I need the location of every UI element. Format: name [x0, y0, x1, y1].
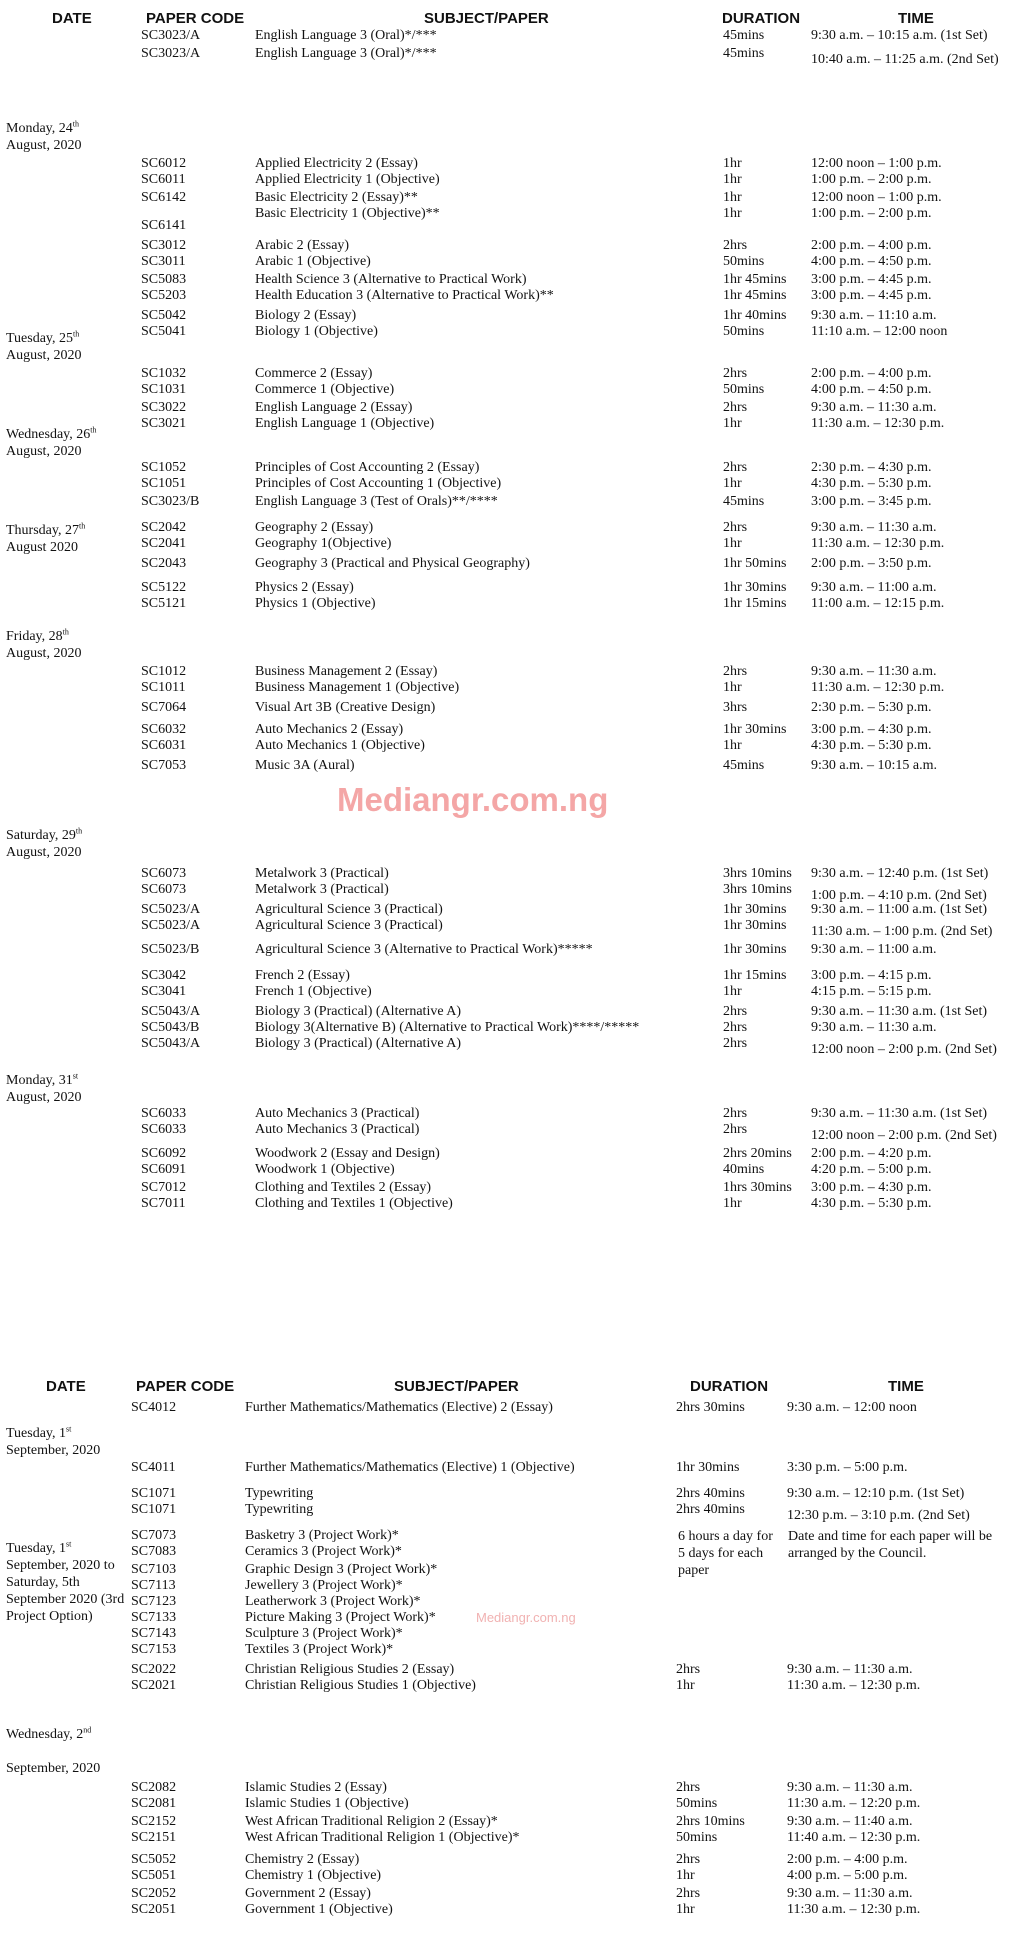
cell-time: 3:00 p.m. – 4:30 p.m. [811, 1180, 932, 1195]
cell-code: SC1071 [131, 1502, 177, 1517]
watermark: Mediangr.com.ng [337, 781, 609, 818]
cell-duration: 45mins [723, 46, 765, 61]
cell-code: SC7012 [141, 1180, 187, 1195]
cell-duration: 2hrs 30mins [676, 1400, 745, 1415]
cell-time: 12:00 noon – 1:00 p.m. [811, 156, 942, 171]
cell-time: 12:00 noon – 2:00 p.m. (2nd Set) [811, 1128, 997, 1143]
cell-duration: 2hrs [723, 664, 748, 679]
cell-code: SC7143 [131, 1626, 177, 1641]
cell-time: 4:20 p.m. – 5:00 p.m. [811, 1162, 932, 1177]
cell-time: 10:40 a.m. – 11:25 a.m. (2nd Set) [811, 52, 999, 67]
cell-code: SC6073 [141, 866, 187, 881]
cell-code: SC2022 [131, 1662, 177, 1677]
cell-time: 9:30 a.m. – 11:30 a.m. [811, 400, 937, 415]
cell-subject: Sculpture 3 (Project Work)* [245, 1626, 403, 1641]
header-subject-2: SUBJECT/PAPER [394, 1378, 519, 1395]
cell-time: 3:00 p.m. – 4:15 p.m. [811, 968, 932, 983]
cell-code: SC3042 [141, 968, 187, 983]
cell-time: 1:00 p.m. – 2:00 p.m. [811, 206, 932, 221]
cell-code: SC2051 [131, 1902, 177, 1917]
cell-subject: Health Science 3 (Alternative to Practical Work) [255, 272, 527, 287]
cell-time: 9:30 a.m. – 11:00 a.m. [811, 942, 937, 957]
cell-subject: English Language 1 (Objective) [255, 416, 435, 431]
cell-time: 9:30 a.m. – 11:40 a.m. [787, 1814, 913, 1829]
cell-duration: 50mins [723, 254, 765, 269]
cell-subject: Auto Mechanics 1 (Objective) [255, 738, 425, 753]
cell-code: SC1051 [141, 476, 187, 491]
cell-code: SC1011 [141, 680, 186, 695]
cell-time: 11:30 a.m. – 12:30 p.m. [787, 1902, 921, 1917]
cell-code: SC7153 [131, 1642, 177, 1657]
project-schedule-note: Date and time for each paper will be arranged by the Council. [788, 1529, 993, 1561]
cell-code: SC6141 [141, 218, 187, 233]
cell-subject: Basic Electricity 2 (Essay)** [255, 190, 418, 205]
cell-subject: Geography 3 (Practical and Physical Geography) [255, 556, 530, 571]
cell-code: SC5121 [141, 596, 187, 611]
cell-duration: 45mins [723, 758, 765, 773]
header-duration: DURATION [722, 10, 801, 27]
cell-time: 11:30 a.m. – 12:30 p.m. [787, 1678, 921, 1693]
cell-time: 3:00 p.m. – 4:30 p.m. [811, 722, 932, 737]
cell-code: SC6033 [141, 1106, 187, 1121]
cell-subject: Further Mathematics/Mathematics (Elective) 1 (Objective) [245, 1460, 575, 1475]
cell-code: SC3023/B [141, 494, 200, 509]
cell-time: 4:00 p.m. – 4:50 p.m. [811, 382, 932, 397]
cell-duration: 1hr [676, 1868, 695, 1883]
cell-time: 2:00 p.m. – 4:00 p.m. [811, 238, 932, 253]
cell-subject: Music 3A (Aural) [255, 758, 355, 773]
cell-subject: Applied Electricity 1 (Objective) [255, 172, 440, 187]
cell-duration: 1hr 15mins [723, 968, 787, 983]
cell-code: SC5203 [141, 288, 187, 303]
cell-subject: French 1 (Objective) [255, 984, 372, 999]
cell-subject: Commerce 1 (Objective) [255, 382, 395, 397]
cell-code: SC7133 [131, 1610, 177, 1625]
cell-subject: Metalwork 3 (Practical) [255, 866, 389, 881]
cell-duration: 1hr 30mins [723, 722, 787, 737]
cell-time: 9:30 a.m. – 10:15 a.m. [811, 758, 937, 773]
cell-time: 9:30 a.m. – 11:30 a.m. [787, 1886, 913, 1901]
cell-duration: 50mins [676, 1796, 718, 1811]
cell-duration: 1hr 30mins [723, 942, 787, 957]
cell-time: 1:00 p.m. – 4:10 p.m. (2nd Set) [811, 888, 987, 903]
header-paper-code-2: PAPER CODE [136, 1378, 235, 1395]
cell-subject: Commerce 2 (Essay) [255, 366, 373, 381]
cell-time: 2:30 p.m. – 4:30 p.m. [811, 460, 932, 475]
cell-subject: Physics 2 (Essay) [255, 580, 354, 595]
cell-subject: Jewellery 3 (Project Work)* [245, 1578, 403, 1593]
cell-code: SC7073 [131, 1528, 177, 1543]
cell-time: 12:00 noon – 1:00 p.m. [811, 190, 942, 205]
cell-subject: West African Traditional Religion 2 (Essay)* [245, 1814, 498, 1829]
cell-duration: 1hr [723, 206, 742, 221]
cell-code: SC1032 [141, 366, 187, 381]
cell-subject: Biology 3(Alternative B) (Alternative to Practical Work)****/***** [255, 1020, 640, 1035]
cell-duration: 2hrs [676, 1780, 701, 1795]
cell-code: SC7064 [141, 700, 187, 715]
cell-subject: Auto Mechanics 2 (Essay) [255, 722, 404, 737]
cell-duration: 50mins [723, 382, 765, 397]
cell-time: 11:30 a.m. – 12:20 p.m. [787, 1796, 921, 1811]
cell-time: 11:10 a.m. – 12:00 noon [811, 324, 948, 339]
cell-code: SC5043/B [141, 1020, 200, 1035]
cell-subject: Chemistry 1 (Objective) [245, 1868, 382, 1883]
cell-time: 11:30 a.m. – 12:30 p.m. [811, 416, 945, 431]
cell-code: SC5052 [131, 1852, 177, 1867]
cell-subject: Government 1 (Objective) [245, 1902, 393, 1917]
cell-time: 9:30 a.m. – 10:15 a.m. (1st Set) [811, 28, 988, 43]
cell-time: 9:30 a.m. – 11:00 a.m. (1st Set) [811, 902, 988, 917]
cell-duration: 1hr [723, 738, 742, 753]
cell-subject: Principles of Cost Accounting 1 (Objective) [255, 476, 502, 491]
cell-subject: Geography 1(Objective) [255, 536, 392, 551]
cell-subject: Clothing and Textiles 1 (Objective) [255, 1196, 453, 1211]
cell-time: 9:30 a.m. – 11:30 a.m. [811, 664, 937, 679]
cell-code: SC2052 [131, 1886, 177, 1901]
cell-subject: Health Education 3 (Alternative to Practical Work)** [255, 288, 554, 303]
cell-duration: 50mins [676, 1830, 718, 1845]
cell-time: 3:00 p.m. – 4:45 p.m. [811, 288, 932, 303]
cell-code: SC6092 [141, 1146, 187, 1161]
cell-code: SC3041 [141, 984, 187, 999]
cell-time: 1:00 p.m. – 2:00 p.m. [811, 172, 932, 187]
cell-code: SC6011 [141, 172, 186, 187]
cell-duration: 2hrs [723, 1122, 748, 1137]
cell-subject: Biology 3 (Practical) (Alternative A) [255, 1036, 462, 1051]
date-label: Tuesday, 1st September, 2020 to Saturday, 5th September 2020 (3rd Project Option) [6, 1539, 125, 1624]
date-label: Thursday, 27th August 2020 [6, 521, 86, 555]
cell-subject: Auto Mechanics 3 (Practical) [255, 1122, 420, 1137]
cell-time: 11:30 a.m. – 12:30 p.m. [811, 680, 945, 695]
cell-time: 2:00 p.m. – 4:20 p.m. [811, 1146, 932, 1161]
cell-code: SC5122 [141, 580, 187, 595]
cell-code: SC5023/A [141, 902, 201, 917]
cell-code: SC2042 [141, 520, 187, 535]
cell-subject: Leatherwork 3 (Project Work)* [245, 1594, 421, 1609]
cell-code: SC1012 [141, 664, 187, 679]
cell-duration: 1hrs 30mins [723, 1180, 792, 1195]
cell-code: SC3023/A [141, 46, 201, 61]
cell-subject: Agricultural Science 3 (Alternative to Practical Work)***** [255, 942, 593, 957]
cell-time: 4:15 p.m. – 5:15 p.m. [811, 984, 932, 999]
cell-subject: Business Management 1 (Objective) [255, 680, 460, 695]
cell-time: 9:30 a.m. – 12:00 noon [787, 1400, 917, 1415]
cell-time: 11:40 a.m. – 12:30 p.m. [787, 1830, 921, 1845]
header-date: DATE [52, 10, 92, 27]
cell-time: 9:30 a.m. – 11:30 a.m. [787, 1662, 913, 1677]
cell-code: SC7103 [131, 1562, 177, 1577]
cell-code: SC1071 [131, 1486, 177, 1501]
cell-code: SC7083 [131, 1544, 177, 1559]
date-label: Tuesday, 25th August, 2020 [6, 329, 82, 363]
cell-duration: 2hrs [676, 1886, 701, 1901]
cell-time: 3:00 p.m. – 4:45 p.m. [811, 272, 932, 287]
cell-duration: 3hrs 10mins [723, 866, 792, 881]
cell-subject: Woodwork 1 (Objective) [255, 1162, 395, 1177]
cell-subject: Chemistry 2 (Essay) [245, 1852, 360, 1867]
cell-duration: 2hrs [723, 1004, 748, 1019]
cell-code: SC5041 [141, 324, 187, 339]
cell-time: 3:30 p.m. – 5:00 p.m. [787, 1460, 908, 1475]
cell-code: SC2081 [131, 1796, 177, 1811]
cell-time: 2:00 p.m. – 4:00 p.m. [787, 1852, 908, 1867]
cell-code: SC2043 [141, 556, 187, 571]
cell-duration: 1hr [723, 984, 742, 999]
cell-duration: 1hr [723, 416, 742, 431]
cell-time: 2:00 p.m. – 4:00 p.m. [811, 366, 932, 381]
cell-code: SC3023/A [141, 28, 201, 43]
cell-time: 4:30 p.m. – 5:30 p.m. [811, 476, 932, 491]
cell-subject: Further Mathematics/Mathematics (Elective) 2 (Essay) [245, 1400, 553, 1415]
cell-duration: 2hrs [676, 1662, 701, 1677]
cell-subject: English Language 2 (Essay) [255, 400, 413, 415]
cell-duration: 3hrs [723, 700, 748, 715]
cell-time: 9:30 a.m. – 11:30 a.m. [811, 520, 937, 535]
cell-duration: 2hrs [723, 520, 748, 535]
cell-code: SC7113 [131, 1578, 176, 1593]
cell-duration: 1hr [723, 156, 742, 171]
cell-code: SC5043/A [141, 1004, 201, 1019]
cell-code: SC5051 [131, 1868, 177, 1883]
cell-code: SC6033 [141, 1122, 187, 1137]
cell-time: 12:00 noon – 2:00 p.m. (2nd Set) [811, 1042, 997, 1057]
date-label: Saturday, 29th August, 2020 [6, 826, 83, 860]
cell-duration: 45mins [723, 28, 765, 43]
cell-subject: Ceramics 3 (Project Work)* [245, 1544, 402, 1559]
cell-time: 11:30 a.m. – 1:00 p.m. (2nd Set) [811, 924, 993, 939]
cell-time: 4:30 p.m. – 5:30 p.m. [811, 738, 932, 753]
cell-subject: Biology 3 (Practical) (Alternative A) [255, 1004, 462, 1019]
cell-time: 9:30 a.m. – 11:00 a.m. [811, 580, 937, 595]
cell-duration: 1hr [723, 1196, 742, 1211]
cell-subject: Geography 2 (Essay) [255, 520, 374, 535]
cell-duration: 2hrs 40mins [676, 1486, 745, 1501]
cell-time: 4:30 p.m. – 5:30 p.m. [811, 1196, 932, 1211]
cell-code: SC2152 [131, 1814, 177, 1829]
cell-time: 9:30 a.m. – 11:30 a.m. [787, 1780, 913, 1795]
cell-duration: 1hr [723, 172, 742, 187]
date-label: Monday, 31st August, 2020 [6, 1071, 82, 1105]
cell-subject: Christian Religious Studies 1 (Objective) [245, 1678, 476, 1693]
cell-time: 9:30 a.m. – 11:30 a.m. [811, 1020, 937, 1035]
cell-duration: 2hrs [723, 1020, 748, 1035]
cell-subject: Principles of Cost Accounting 2 (Essay) [255, 460, 480, 475]
cell-time: 9:30 a.m. – 12:40 p.m. (1st Set) [811, 866, 989, 881]
cell-code: SC5042 [141, 308, 187, 323]
cell-subject: Christian Religious Studies 2 (Essay) [245, 1662, 455, 1677]
cell-time: 2:00 p.m. – 3:50 p.m. [811, 556, 932, 571]
cell-code: SC3012 [141, 238, 187, 253]
cell-subject: Basic Electricity 1 (Objective)** [255, 206, 440, 221]
cell-duration: 1hr 30mins [676, 1460, 740, 1475]
cell-duration: 1hr 40mins [723, 308, 787, 323]
cell-time: 9:30 a.m. – 11:10 a.m. [811, 308, 937, 323]
cell-subject: Applied Electricity 2 (Essay) [255, 156, 418, 171]
cell-subject: Picture Making 3 (Project Work)* [245, 1610, 436, 1625]
cell-duration: 2hrs 10mins [676, 1814, 745, 1829]
cell-code: SC3011 [141, 254, 186, 269]
header-time-2: TIME [888, 1378, 924, 1395]
cell-subject: Metalwork 3 (Practical) [255, 882, 389, 897]
cell-subject: Typewriting [245, 1486, 314, 1501]
cell-duration: 3hrs 10mins [723, 882, 792, 897]
cell-subject: English Language 3 (Oral)*/*** [255, 28, 437, 43]
cell-time: 12:30 p.m. – 3:10 p.m. (2nd Set) [787, 1508, 970, 1523]
cell-duration: 1hr [723, 476, 742, 491]
cell-code: SC5043/A [141, 1036, 201, 1051]
project-duration-note: 6 hours a day for 5 days for each paper [678, 1529, 773, 1578]
cell-subject: Woodwork 2 (Essay and Design) [255, 1146, 440, 1161]
cell-code: SC2151 [131, 1830, 177, 1845]
cell-duration: 1hr [676, 1678, 695, 1693]
cell-subject: Arabic 1 (Objective) [255, 254, 371, 269]
cell-code: SC2021 [131, 1678, 177, 1693]
header-subject: SUBJECT/PAPER [424, 10, 549, 27]
cell-duration: 2hrs [676, 1852, 701, 1867]
cell-subject: Government 2 (Essay) [245, 1886, 371, 1901]
cell-time: 11:30 a.m. – 12:30 p.m. [811, 536, 945, 551]
cell-time: 2:30 p.m. – 5:30 p.m. [811, 700, 932, 715]
cell-duration: 1hr [723, 536, 742, 551]
cell-duration: 2hrs 20mins [723, 1146, 792, 1161]
cell-duration: 1hr 30mins [723, 918, 787, 933]
cell-code: SC6073 [141, 882, 187, 897]
cell-time: 4:00 p.m. – 4:50 p.m. [811, 254, 932, 269]
cell-code: SC6031 [141, 738, 187, 753]
cell-time: 9:30 a.m. – 11:30 a.m. (1st Set) [811, 1106, 988, 1121]
cell-subject: Islamic Studies 1 (Objective) [245, 1796, 409, 1811]
cell-duration: 2hrs [723, 1106, 748, 1121]
cell-code: SC5083 [141, 272, 187, 287]
cell-subject: Arabic 2 (Essay) [255, 238, 350, 253]
cell-duration: 2hrs [723, 238, 748, 253]
cell-code: SC4011 [131, 1460, 176, 1475]
cell-subject: Agricultural Science 3 (Practical) [255, 918, 443, 933]
cell-duration: 1hr [723, 680, 742, 695]
cell-subject: West African Traditional Religion 1 (Objective)* [245, 1830, 520, 1845]
cell-subject: Auto Mechanics 3 (Practical) [255, 1106, 420, 1121]
header-date-2: DATE [46, 1378, 86, 1395]
cell-code: SC2041 [141, 536, 187, 551]
cell-code: SC6091 [141, 1162, 187, 1177]
cell-duration: 1hr 30mins [723, 580, 787, 595]
cell-code: SC3022 [141, 400, 187, 415]
cell-code: SC2082 [131, 1780, 177, 1795]
cell-subject: French 2 (Essay) [255, 968, 350, 983]
cell-duration: 1hr 45mins [723, 288, 787, 303]
date-label: Friday, 28th August, 2020 [6, 627, 82, 661]
cell-subject: Agricultural Science 3 (Practical) [255, 902, 443, 917]
cell-subject: Physics 1 (Objective) [255, 596, 376, 611]
cell-code: SC6142 [141, 190, 187, 205]
watermark-small: Mediangr.com.ng [476, 1610, 576, 1625]
date-label: Wednesday, 2nd September, 2020 [6, 1725, 101, 1776]
header-time: TIME [898, 10, 934, 27]
cell-code: SC6012 [141, 156, 187, 171]
cell-subject: Visual Art 3B (Creative Design) [255, 700, 436, 715]
cell-duration: 45mins [723, 494, 765, 509]
cell-time: 4:00 p.m. – 5:00 p.m. [787, 1868, 908, 1883]
header-paper-code: PAPER CODE [146, 10, 245, 27]
cell-duration: 1hr [676, 1902, 695, 1917]
cell-duration: 1hr 30mins [723, 902, 787, 917]
cell-code: SC5023/A [141, 918, 201, 933]
cell-subject: Biology 2 (Essay) [255, 308, 357, 323]
cell-duration: 1hr [723, 190, 742, 205]
cell-duration: 2hrs [723, 460, 748, 475]
cell-duration: 2hrs 40mins [676, 1502, 745, 1517]
cell-duration: 2hrs [723, 366, 748, 381]
cell-code: SC1031 [141, 382, 187, 397]
cell-duration: 50mins [723, 324, 765, 339]
header-duration-2: DURATION [690, 1378, 769, 1395]
cell-time: 9:30 a.m. – 12:10 p.m. (1st Set) [787, 1486, 965, 1501]
cell-time: 3:00 p.m. – 3:45 p.m. [811, 494, 932, 509]
cell-code: SC7123 [131, 1594, 177, 1609]
cell-code: SC7053 [141, 758, 187, 773]
cell-subject: Textiles 3 (Project Work)* [245, 1642, 394, 1657]
cell-code: SC1052 [141, 460, 187, 475]
cell-code: SC5023/B [141, 942, 200, 957]
date-label: Wednesday, 26th August, 2020 [6, 425, 97, 459]
cell-subject: English Language 3 (Test of Orals)**/**** [255, 494, 498, 509]
cell-code: SC7011 [141, 1196, 186, 1211]
cell-duration: 2hrs [723, 400, 748, 415]
cell-subject: English Language 3 (Oral)*/*** [255, 46, 437, 61]
cell-time: 9:30 a.m. – 11:30 a.m. (1st Set) [811, 1004, 988, 1019]
cell-duration: 1hr 45mins [723, 272, 787, 287]
date-label: Tuesday, 1st September, 2020 [6, 1424, 101, 1458]
cell-duration: 2hrs [723, 1036, 748, 1051]
cell-duration: 40mins [723, 1162, 765, 1177]
cell-time: 11:00 a.m. – 12:15 p.m. [811, 596, 945, 611]
cell-subject: Graphic Design 3 (Project Work)* [245, 1562, 438, 1577]
cell-duration: 1hr 50mins [723, 556, 787, 571]
cell-subject: Basketry 3 (Project Work)* [245, 1528, 399, 1543]
date-label: Monday, 24th August, 2020 [6, 119, 82, 153]
cell-subject: Biology 1 (Objective) [255, 324, 378, 339]
cell-subject: Islamic Studies 2 (Essay) [245, 1780, 387, 1795]
cell-subject: Business Management 2 (Essay) [255, 664, 438, 679]
cell-code: SC4012 [131, 1400, 177, 1415]
cell-code: SC3021 [141, 416, 187, 431]
cell-subject: Clothing and Textiles 2 (Essay) [255, 1180, 432, 1195]
cell-code: SC6032 [141, 722, 187, 737]
cell-duration: 1hr 15mins [723, 596, 787, 611]
cell-subject: Typewriting [245, 1502, 314, 1517]
